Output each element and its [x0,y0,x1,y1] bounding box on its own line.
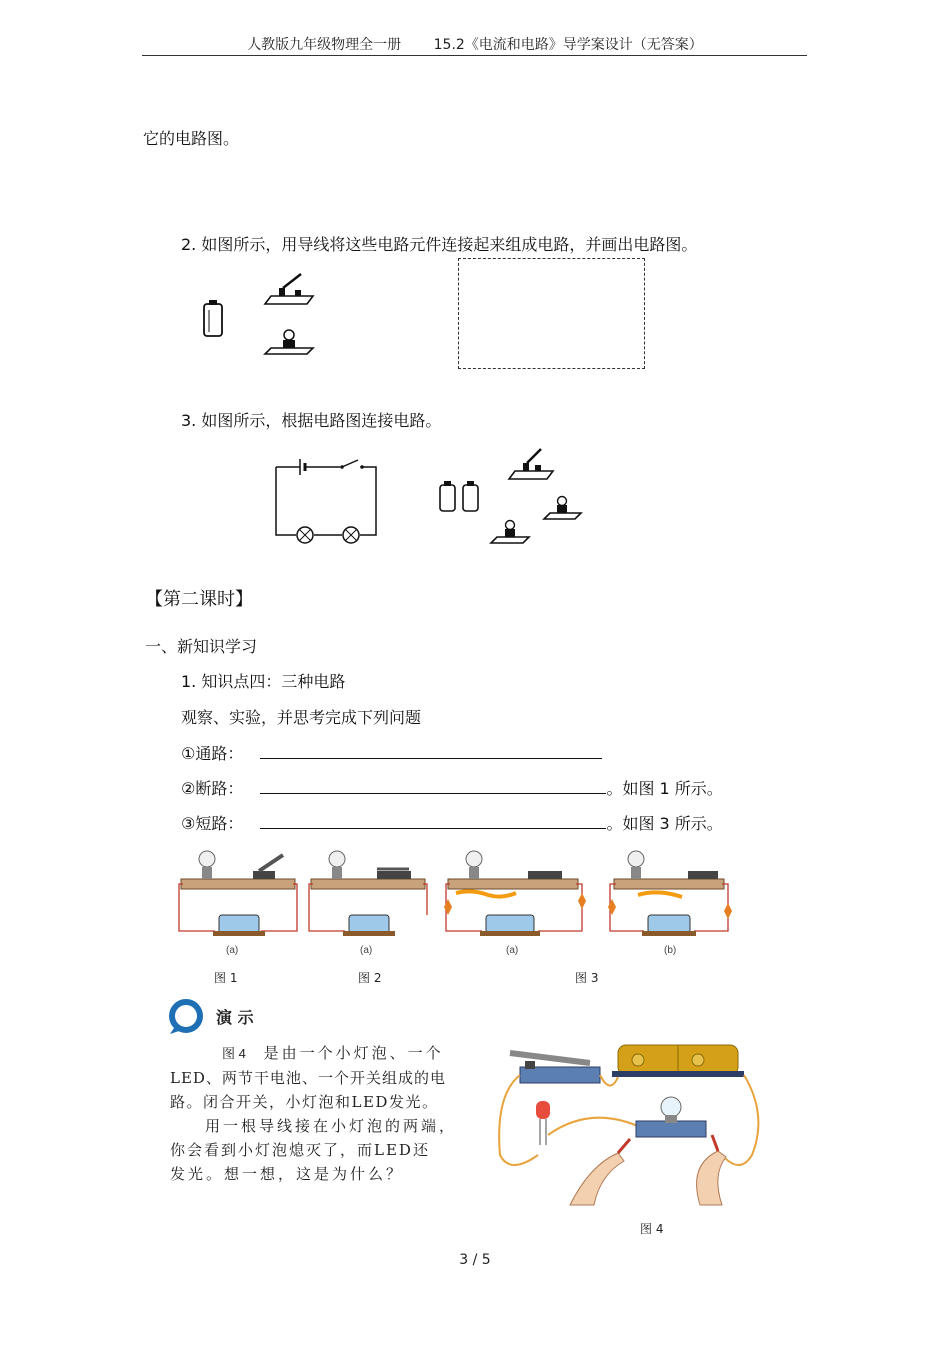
item-short-circuit [181,812,723,835]
page-number: 3 / 5 [459,1252,491,1268]
bulb-holder-icon [544,497,581,520]
bulb-holder-icon [265,330,313,354]
circuit-figure-3a [444,851,586,936]
short-circuit-blank[interactable] [260,812,606,829]
item-open-circuit-label: ②断路： [181,779,244,798]
lamp-symbol-2 [343,527,359,543]
demo-line-2: LED、两节干电池、一个开关组成的电 [170,1069,446,1087]
knife-switch-icon [265,274,313,304]
circuit-figure-3b [608,851,732,936]
question-3: 3. 如图所示，根据电路图连接电路。 [181,411,442,430]
item-closed-circuit [181,742,602,765]
circuit-figure-1b [309,851,427,936]
q2-components-illustration [195,270,325,360]
figure-4-illustration [490,1035,780,1215]
fig3-sub-b: (b) [664,945,677,956]
cell-symbol [300,459,305,475]
short-circuit-suffix: 。如图 3 所示。 [606,814,723,833]
demo-line-6: 发光。想一想，这是为什么？ [170,1165,405,1183]
bulb-holder-icon [491,521,529,544]
answer-drawing-box[interactable] [458,258,645,369]
item-open-circuit [181,777,723,800]
demo-line-3: 路。闭合开关，小灯泡和LED发光。 [170,1093,439,1111]
circuit-figures-row [170,845,730,960]
closed-circuit-blank[interactable] [260,742,602,759]
demo-line-4: 用一根导线接在小灯泡的两端， [205,1117,458,1135]
figure-3-caption: 图 3 [575,971,599,985]
fig2-sub-b: (a) [360,945,373,956]
figure-2-caption: 图 2 [358,971,382,985]
section-1-heading: 一、新知识学习 [145,637,258,656]
item-closed-circuit-label: ①通路： [181,744,244,763]
demo-icon [168,1000,208,1034]
circuit-figure-1a [179,851,297,936]
lesson-2-title: 【第二课时】 [145,589,253,610]
knife-switch-icon [509,449,553,479]
open-circuit-suffix: 。如图 1 所示。 [606,779,723,798]
fig3-sub-a: (a) [506,945,519,956]
item-short-circuit-label: ③短路： [181,814,244,833]
instruction-text: 观察、实验，并思考完成下列问题 [181,708,422,727]
header-lesson-title: 15.2《电流和电路》导学案设计（无答案） [433,37,703,53]
page-header [0,34,950,54]
question-2: 2. 如图所示，用导线将这些电路元件连接起来组成电路，并画出电路图。 [181,235,698,254]
header-book-title: 人教版九年级物理全一册 [247,37,402,53]
fig1-sub-a: (a) [226,945,239,956]
figure-1-caption: 图 1 [214,971,238,985]
continuation-text: 它的电路图。 [143,129,240,148]
demo-line-1-text: 是由一个小灯泡、一个 [263,1044,444,1062]
switch-symbol [340,460,364,469]
q3-circuit-diagram [270,455,385,550]
battery-icon [440,481,478,511]
demo-title: 演 示 [216,1008,254,1027]
header-divider [142,55,807,56]
figure-4-caption: 图 4 [640,1222,664,1236]
demo-figure-ref: 图 4 [222,1046,246,1061]
knowledge-point-4: 1. 知识点四：三种电路 [181,672,346,691]
demo-line-1 [222,1041,444,1067]
lamp-symbol-1 [297,527,313,543]
open-circuit-blank[interactable] [260,777,606,794]
demo-line-5: 你会看到小灯泡熄灭了，而LED还 [170,1141,430,1159]
q3-components-illustration [435,445,585,550]
battery-icon [204,300,222,336]
